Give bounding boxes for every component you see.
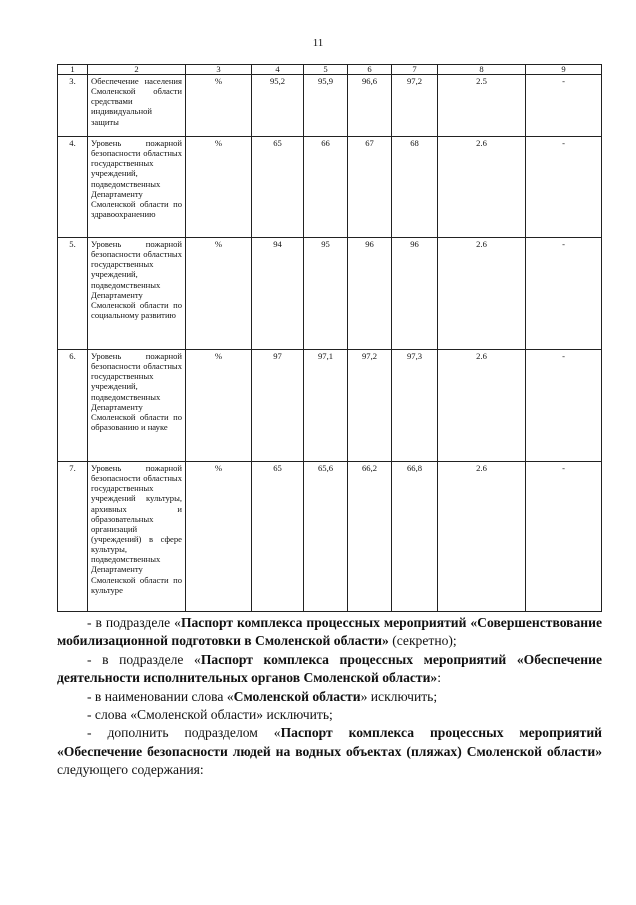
code-cell: 2.6 [438,137,526,238]
unit-cell: % [186,137,252,238]
row-number: 7. [58,462,88,612]
bold-title: Паспорт комплекса процессных мероприятий «Обеспечение деятельности исполнительных органов Смоленской области» [57,651,602,686]
value-cell: 66,2 [348,462,392,612]
header-cell: 1 [58,65,88,75]
row-number: 4. [58,137,88,238]
header-cell: 2 [88,65,186,75]
table-row [58,462,602,612]
indicator-name: Уровень пожарной безопасности областных государственных учреждений, подведомственных Департаменту Смоленской области по образованию и науке [88,350,186,462]
note-cell: - [526,137,602,238]
value-cell: 97,1 [304,350,348,462]
value-cell: 96 [348,238,392,350]
value-cell: 95,2 [252,75,304,137]
value-cell: 65,6 [304,462,348,612]
value-cell: 95,9 [304,75,348,137]
note-cell: - [526,350,602,462]
indicator-name: Обеспечение населения Смоленской области средствами индивидуальной защиты [88,75,186,137]
value-cell: 66,8 [392,462,438,612]
bold-title: Паспорт комплекса процессных мероприятий «Совершенствование мобилизационной подготовки в Смоленской области» [57,615,602,649]
value-cell: 65 [252,462,304,612]
note-cell: - [526,75,602,137]
table-row [58,350,602,462]
value-cell: 97 [252,350,304,462]
note-cell: - [526,238,602,350]
indicator-name: Уровень пожарной безопасности областных государственных учреждений культуры, архивных и образовательных организаций (учреждений) в сфере культуры, подведомственных Департаменту Смоленской области по культуре [88,462,186,612]
header-cell: 4 [252,65,304,75]
value-cell: 67 [348,137,392,238]
row-number: 3. [58,75,88,137]
value-cell: 94 [252,238,304,350]
page-number: 11 [312,37,324,49]
indicator-name: Уровень пожарной безопасности областных государственных учреждений, подведомственных Департаменту Смоленской области по здравоохранению [88,137,186,238]
header-cell: 3 [186,65,252,75]
paragraph-water-safety: - дополнить подразделом «Паспорт комплекса процессных мероприятий «Обеспечение безопасности людей на водных объектах (пляжах) Смоленской области» следующего содержания: [57,725,602,778]
header-cell: 6 [348,65,392,75]
value-cell: 96,6 [348,75,392,137]
row-number: 5. [58,238,88,350]
table-header-row [58,65,602,75]
bold-title: Смоленской области [233,688,361,704]
value-cell: 65 [252,137,304,238]
paragraph-name-change: - в наименовании слова «Смоленской области» исключить; [87,688,438,704]
value-cell: 68 [392,137,438,238]
value-cell: 96 [392,238,438,350]
unit-cell: % [186,462,252,612]
indicators-table [57,64,602,612]
paragraph-words-removed: - слова «Смоленской области» исключить; [87,707,333,723]
code-cell: 2.6 [438,462,526,612]
value-cell: 97,2 [348,350,392,462]
code-cell: 2.6 [438,238,526,350]
paragraph-executive-bodies: - в подразделе «Паспорт комплекса процессных мероприятий «Обеспечение деятельности исполнительных органов Смоленской области»: [57,651,602,686]
value-cell: 97,3 [392,350,438,462]
paragraph-mobilization: - в подразделе «Паспорт комплекса процессных мероприятий «Совершенствование мобилизационной подготовки в Смоленской области» (секретно); [57,615,602,649]
code-cell: 2.5 [438,75,526,137]
value-cell: 66 [304,137,348,238]
header-cell: 8 [438,65,526,75]
unit-cell: % [186,238,252,350]
value-cell: 95 [304,238,348,350]
header-cell: 5 [304,65,348,75]
table-row [58,238,602,350]
header-cell: 9 [526,65,602,75]
table-row [58,75,602,137]
code-cell: 2.6 [438,350,526,462]
indicator-name: Уровень пожарной безопасности областных государственных учреждений, подведомственных Департаменту Смоленской области по социальному развитию [88,238,186,350]
note-cell: - [526,462,602,612]
unit-cell: % [186,75,252,137]
amendment-text [57,614,602,780]
unit-cell: % [186,350,252,462]
header-cell: 7 [392,65,438,75]
row-number: 6. [58,350,88,462]
table-row [58,137,602,238]
value-cell: 97,2 [392,75,438,137]
bold-title: Паспорт комплекса процессных мероприятий «Обеспечение безопасности людей на водных объектах (пляжах) Смоленской области» [57,725,602,759]
